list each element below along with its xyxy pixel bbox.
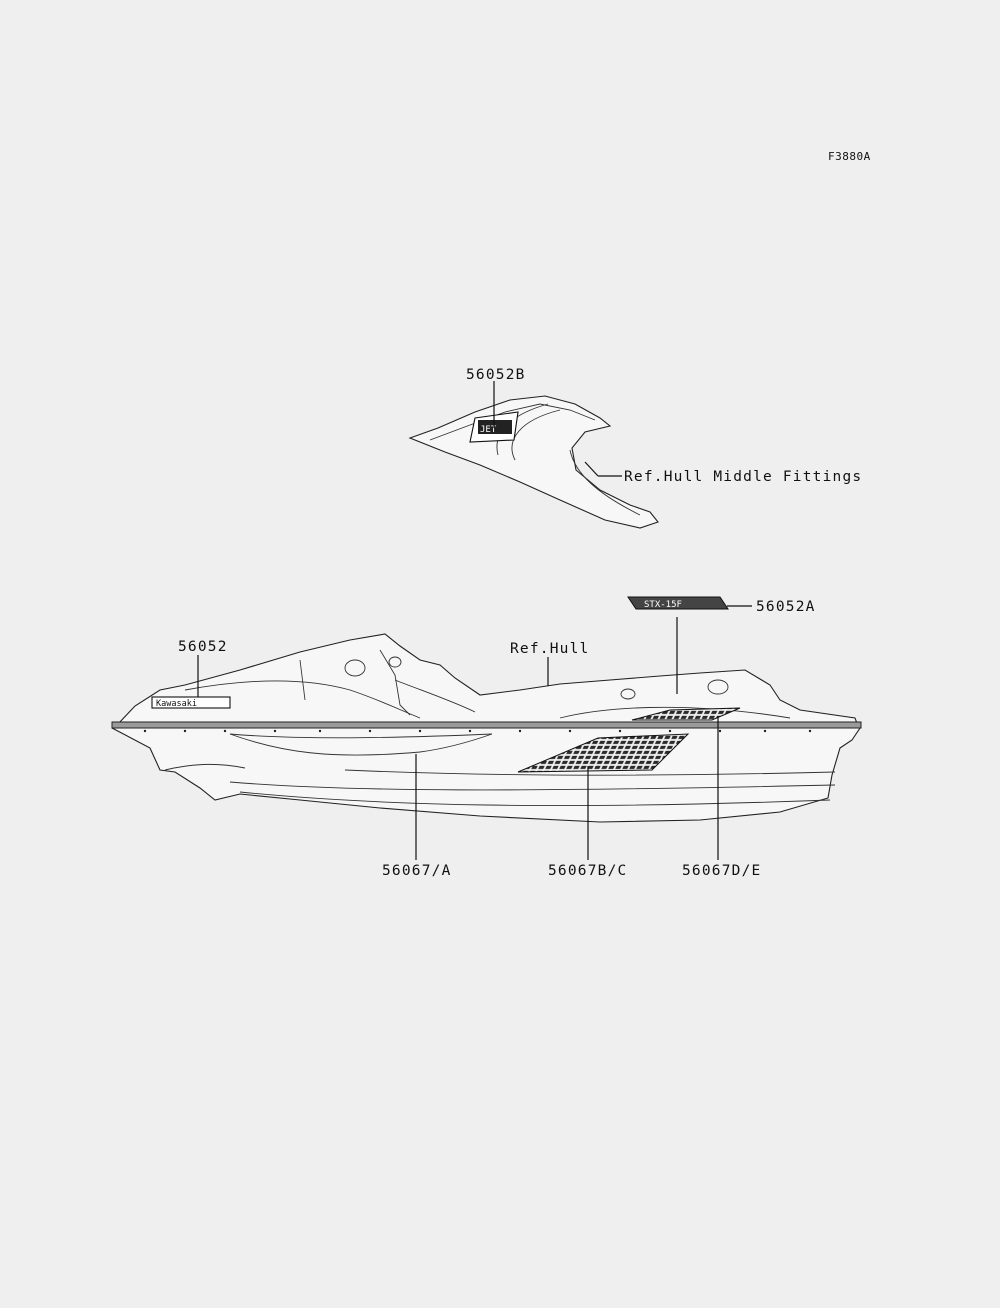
label-ref-hull-middle-fittings: Ref.Hull Middle Fittings <box>624 469 863 485</box>
label-56067-BC: 56067B/C <box>548 863 628 879</box>
label-56067-A: 56067/A <box>382 863 452 879</box>
label-56052B: 56052B <box>466 367 526 383</box>
label-56052A: 56052A <box>756 599 816 615</box>
hull-middle-fitting-panel <box>410 396 658 528</box>
decal-56052A <box>628 597 728 610</box>
label-56067-DE: 56067D/E <box>682 863 762 879</box>
decal-56052 <box>152 697 230 709</box>
svg-text:Kawasaki: Kawasaki <box>156 699 197 709</box>
label-56052: 56052 <box>178 639 228 655</box>
figure-code: F3880A <box>828 150 871 163</box>
svg-text:JET: JET <box>480 425 497 435</box>
hull-side-view <box>112 634 861 822</box>
label-ref-hull: Ref.Hull <box>510 641 590 657</box>
svg-text:STX-15F: STX-15F <box>644 600 682 610</box>
